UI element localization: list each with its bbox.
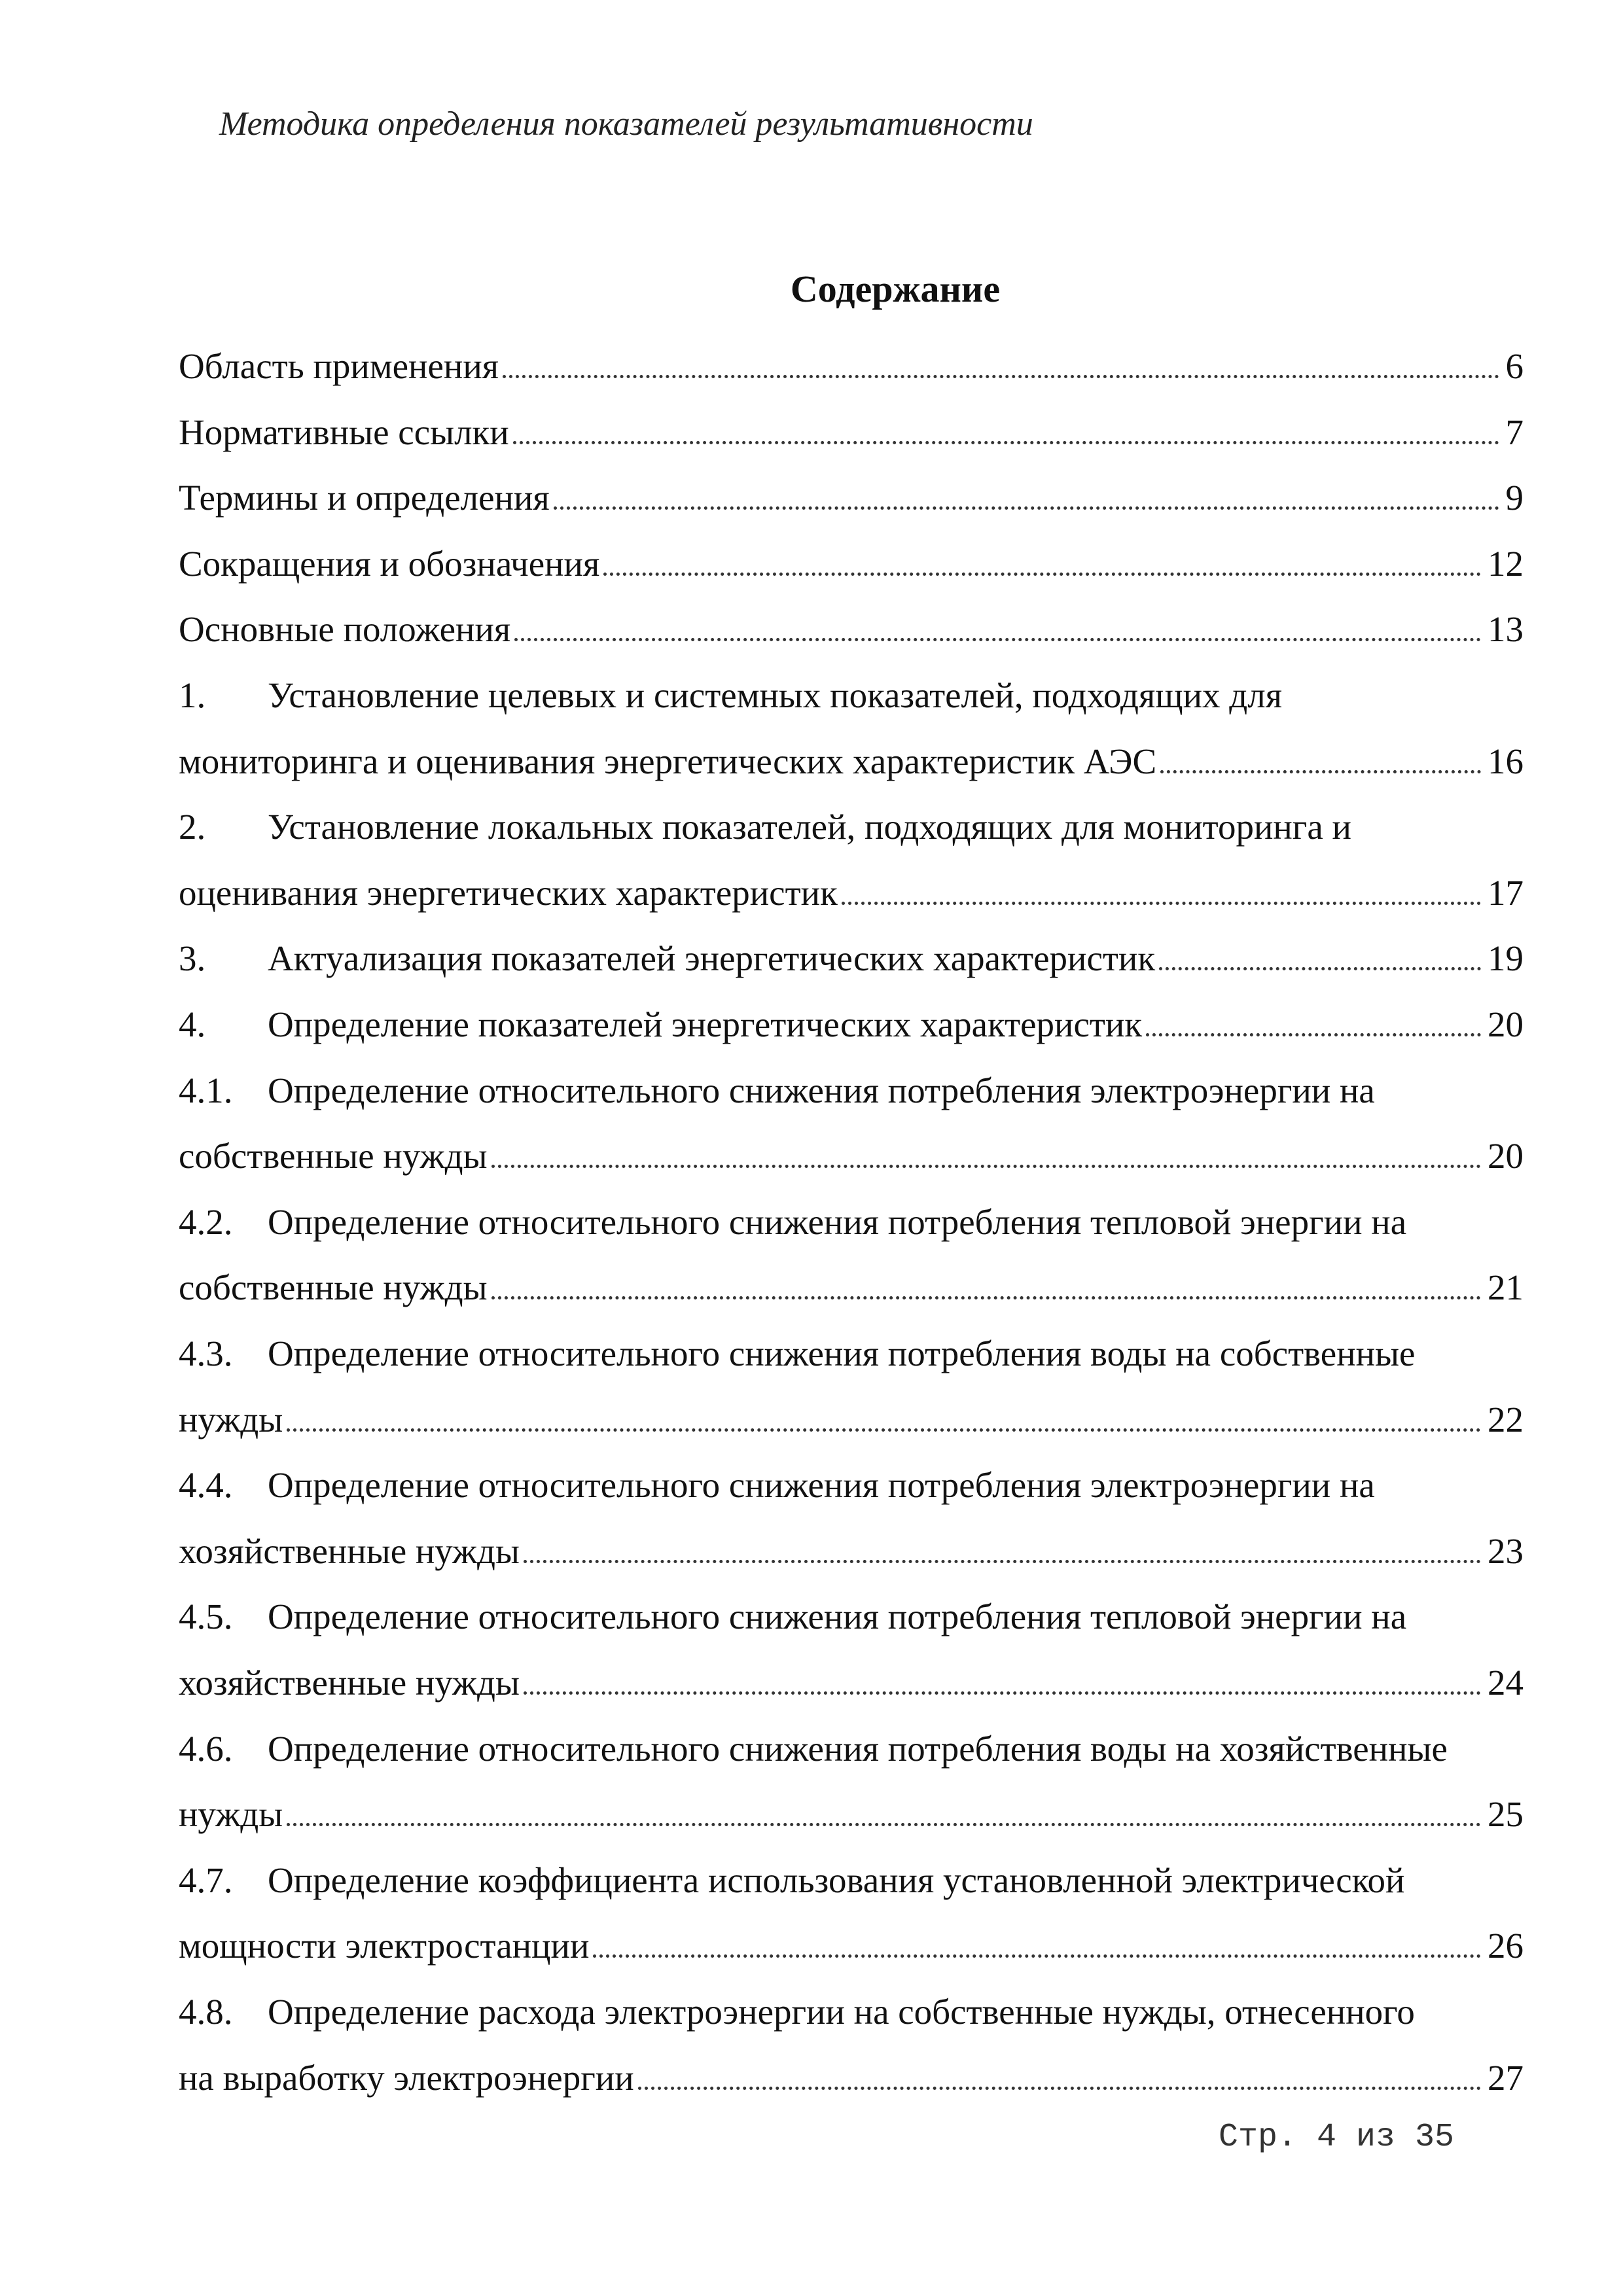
toc-entry-line [179, 1129, 1524, 1184]
dot-leader [524, 1560, 1481, 1563]
toc-page-number: 27 [1488, 2057, 1524, 2098]
toc-entry-number: 2. [179, 807, 206, 847]
toc-entry-line [179, 405, 1524, 460]
toc-entry-title: Определение относительного снижения потребления электроэнергии на [268, 1465, 1375, 1506]
dot-leader [593, 1954, 1481, 1958]
toc-page-number: 12 [1488, 543, 1524, 584]
toc-entry-title: Область применения [179, 346, 499, 386]
toc-entry-number: 4.1. [179, 1070, 233, 1110]
toc-entry-line [179, 1918, 1524, 1973]
dot-leader [513, 441, 1499, 444]
toc-entry-number: 4.8. [179, 1992, 233, 2032]
toc-entry-title: мониторинга и оценивания энергетических характеристик АЭС [179, 741, 1157, 781]
toc-entry-line [179, 800, 1524, 855]
dot-leader [514, 638, 1481, 641]
toc-entry-line [179, 866, 1524, 921]
toc-entry-number: 4.6. [179, 1728, 233, 1769]
dot-leader [491, 1296, 1481, 1299]
toc-page-number: 25 [1488, 1794, 1524, 1835]
toc-entry-number: 4. [179, 1004, 206, 1044]
dot-leader [491, 1165, 1481, 1168]
toc-entry-title: нужды [179, 1794, 283, 1835]
toc-entry-line [179, 1853, 1524, 1908]
toc-page-number: 24 [1488, 1663, 1524, 1703]
dot-leader [503, 375, 1499, 378]
running-header: Методика определения показателей результативности [219, 105, 1033, 143]
dot-leader [554, 506, 1499, 510]
toc-entry-number: 3. [179, 938, 206, 979]
toc-page-number: 17 [1488, 872, 1524, 913]
toc-page-number: 9 [1505, 478, 1524, 518]
toc-entry-title: Определение относительного снижения потребления воды на собственные [268, 1333, 1416, 1373]
toc-entry-number: 4.2. [179, 1201, 233, 1242]
dot-leader [287, 1823, 1481, 1826]
toc-page-number: 21 [1488, 1267, 1524, 1308]
dot-leader [842, 902, 1481, 905]
toc-entry-number: 4.5. [179, 1597, 233, 1637]
toc-entry-line [179, 931, 1524, 986]
toc-entry-number: 4.7. [179, 1860, 233, 1900]
dot-leader [1159, 967, 1481, 970]
toc-entry-title: мощности электростанции [179, 1926, 590, 1966]
toc-entry-line [179, 1787, 1524, 1842]
toc-page-number: 26 [1488, 1926, 1524, 1966]
toc-entry-title: Нормативные ссылки [179, 412, 509, 452]
toc-entry-line [179, 2051, 1524, 2106]
toc-page-number: 6 [1505, 346, 1524, 386]
toc-entry-title: на выработку электроэнергии [179, 2057, 634, 2098]
toc-entry-title: Определение относительного снижения потребления тепловой энергии на [268, 1597, 1407, 1637]
toc-page-number: 19 [1488, 938, 1524, 979]
toc-entry-line [179, 1260, 1524, 1315]
toc-entry-line [179, 1458, 1524, 1513]
toc-entry-line [179, 1985, 1524, 2040]
table-of-contents [179, 0, 1524, 2159]
toc-entry-line [179, 339, 1524, 394]
toc-entry-title: Определение показателей энергетических характеристик [268, 1004, 1143, 1044]
toc-entry-line [179, 470, 1524, 525]
toc-entry-title: Определение относительного снижения потребления воды на хозяйственные [268, 1728, 1448, 1769]
dot-leader [603, 573, 1481, 576]
toc-entry-line [179, 1655, 1524, 1710]
dot-leader [1146, 1033, 1481, 1036]
toc-entry-title: собственные нужды [179, 1267, 488, 1308]
toc-entry-line [179, 1326, 1524, 1381]
toc-page-number: 20 [1488, 1136, 1524, 1176]
toc-page-number: 22 [1488, 1399, 1524, 1439]
toc-page-number: 7 [1505, 412, 1524, 452]
toc-page-number: 20 [1488, 1004, 1524, 1044]
toc-entry-title: Установление целевых и системных показателей, подходящих для [268, 675, 1283, 715]
toc-entry-title: нужды [179, 1399, 283, 1439]
toc-entry-line [179, 1524, 1524, 1579]
toc-entry-line [179, 997, 1524, 1052]
toc-entry-number: 1. [179, 675, 206, 715]
toc-entry-line [179, 668, 1524, 723]
toc-entry-line [179, 734, 1524, 789]
toc-entry-title: Актуализация показателей энергетических характеристик [268, 938, 1156, 979]
toc-entry-line [179, 1195, 1524, 1250]
toc-page-number: 13 [1488, 609, 1524, 650]
dot-leader [638, 2087, 1481, 2090]
toc-entry-line [179, 1063, 1524, 1118]
toc-entry-title: Сокращения и обозначения [179, 543, 600, 584]
dot-leader [524, 1691, 1481, 1695]
toc-entry-number: 4.4. [179, 1465, 233, 1506]
toc-entry-number: 4.3. [179, 1333, 233, 1373]
toc-entry-line [179, 1392, 1524, 1447]
toc-entry-line [179, 1589, 1524, 1644]
toc-entry-title: Определение относительного снижения потребления тепловой энергии на [268, 1201, 1407, 1242]
toc-page-number: 23 [1488, 1530, 1524, 1571]
toc-title: Содержание [790, 268, 1001, 310]
page-number-footer: Стр. 4 из 35 [1219, 2119, 1455, 2156]
toc-entry-title: Определение коэффициента использования установленной электрической [268, 1860, 1405, 1900]
toc-page-number: 16 [1488, 741, 1524, 781]
toc-entry-title: Определение относительного снижения потребления электроэнергии на [268, 1070, 1375, 1110]
toc-entry-title: Термины и определения [179, 478, 550, 518]
toc-entry-title: Основные положения [179, 609, 511, 650]
toc-entry-line [179, 1722, 1524, 1776]
toc-entry-title: собственные нужды [179, 1136, 488, 1176]
toc-entry-title: оценивания энергетических характеристик [179, 872, 838, 913]
toc-entry-line [179, 537, 1524, 592]
toc-entry-line [179, 602, 1524, 657]
dot-leader [1160, 770, 1481, 773]
toc-entry-title: хозяйственные нужды [179, 1530, 520, 1571]
toc-entry-title: Определение расхода электроэнергии на собственные нужды, отнесенного [268, 1992, 1415, 2032]
dot-leader [287, 1428, 1481, 1432]
toc-entry-title: хозяйственные нужды [179, 1663, 520, 1703]
toc-entry-title: Установление локальных показателей, подходящих для мониторинга и [268, 807, 1351, 847]
